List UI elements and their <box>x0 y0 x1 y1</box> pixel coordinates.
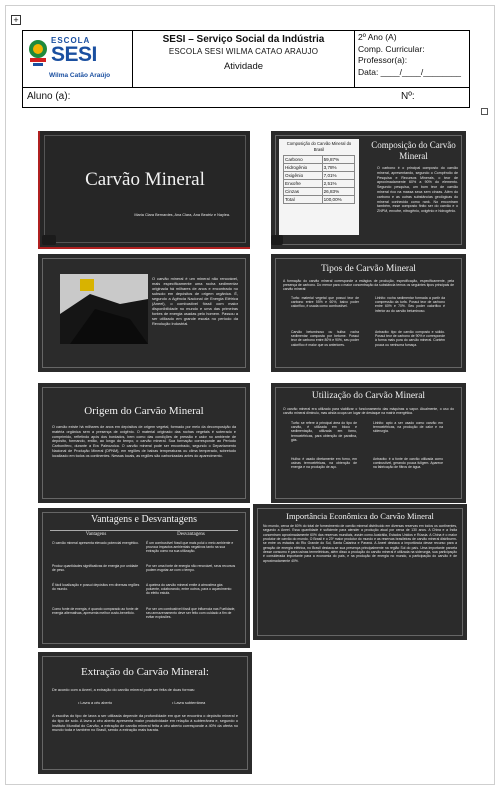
sesi-logo-icon <box>27 38 49 68</box>
comp-el: Total <box>284 196 323 204</box>
uses-antracito: Antracito: é a fonte de carvão utilizada como combustível, gerando pouca fuligem. Aparece na fabricação de filtros de água. <box>373 457 443 470</box>
slide-extraction <box>38 652 252 774</box>
slide-composition <box>271 131 466 249</box>
comp-val: 59,87% <box>322 156 354 164</box>
types-antracito: Antracito: tipo de carvão composto e sólido. Possui teor de carbono de 90% e corresponde à forma mais pura do carvão mineral. Contém pouca ou nenhuma fumaça. <box>375 330 445 347</box>
comp-el: Carbono <box>284 156 323 164</box>
slide-authors: Maria Clara Bernardes, Ana Clara, Ana Beatriz e Naylea. <box>134 213 230 217</box>
document-type: Atividade <box>223 61 264 72</box>
uses-intro: O carvão mineral era utilizado para viabilizar o funcionamento das máquinas a vapor. Atualmente, o uso do carvão mineral diminuiu, mas ainda ocupa um lugar de destaque na matriz energética. <box>283 407 454 416</box>
composition-title: Composição do Carvão Mineral <box>371 140 456 161</box>
con-item: É um combustível fóssil que mais polui o meio ambiente e provoca impactos ambientais negativos tanto na sua extração como na sua utilização. <box>146 541 234 554</box>
pro-item: Como fonte de energia, é quando comparado ao fonte de energia alternativas, apresenta melhor custo-benefício. <box>52 607 139 616</box>
table-resize-handle-icon[interactable] <box>481 108 488 115</box>
extraction-bullet-2: • Lavra subterrânea <box>172 701 206 705</box>
uses-hulha: Hulha: é usado diretamente em forno, em usinas termoelétricas, na obtenção de energia e na produção de aço. <box>291 457 357 470</box>
con-item: Por ser um combustível fóssil que influencia nas Fuelidade, seu armazenamento deve ser feito com cuidado a fim de evitar explosões. <box>146 607 236 620</box>
school-name: ESCOLA SESI WILMA CATAO ARAUJO <box>168 47 319 56</box>
logo-subtitle: Wilma Catão Araújo <box>49 72 111 79</box>
origin-text: O carvão existe há milhares de anos em depósitos de origem vegetal, formado por meio da decomposição da matéria orgânica sem a presença de oxigênio. O material originado das rochas vegetais é soterrado e comprimido, refletindo após dos bordados, bem como das condições de pressão e calor no ambiente de depósito, formando, então, ao longo do tempo, o carvão mineral. Sua formação corresponde ao Período Carbonífero, durante a Era Paleozoica. O carvão mineral pode ser encontrado, segundo o Departamento Nacional de Produção Mineral (DPNM), em regiões de baixas temperaturas ou clima temperado, sobretudo localizado em todos os continentes. Nessas locais, as regiões são carbonizadas antes do aparecimento. <box>52 425 236 458</box>
extraction-option-underground: Lavra subterrânea <box>174 701 206 705</box>
coal-pile-image <box>60 274 148 344</box>
pros-header: Vantagens <box>85 532 107 537</box>
grade-field[interactable]: 2º Ano (A) <box>358 32 397 42</box>
origin-title: Origem do Carvão Mineral <box>84 405 204 417</box>
types-title: Tipos de Carvão Mineral <box>321 264 416 274</box>
extraction-intro: De acordo com a Aneel, a extração do carvão mineral pode ser feita de duas formas: <box>52 688 195 692</box>
types-linhito: Linhito: rocha sedimentar formada a partir da compressão da turfa. Possui teor de carbono entre 60% e 70%. Seu poder calorífico é inferior ao do carvão betuminoso. <box>375 296 445 313</box>
comp-val: 7,01% <box>322 172 354 180</box>
logo-sesi-text: SESI <box>51 43 97 66</box>
comp-el: Cinzas <box>284 188 323 196</box>
slide-origin <box>38 383 250 503</box>
number-field[interactable]: Nº: <box>401 91 415 102</box>
extraction-text: A escolha do tipo de lavra a ser utilizada depende da profundidade em que se encontra o depósito mineral e do tipo de solo. A lavra a céu aberto apresenta maior produtividade em relação à subterrânea e, segundo o Instituto Mundial do Carvão, a extração de carvão mineral feita a céu aberto corresponde a 40% da oferta no mundo toda e também no Brasil, sendo a extração mais barata. <box>52 714 238 733</box>
header-center <box>133 31 355 87</box>
composition-table <box>279 139 359 235</box>
document-header-table <box>22 30 470 108</box>
slide-economic-importance <box>253 504 467 640</box>
comp-el: Hidrogênio <box>284 164 323 172</box>
student-field[interactable]: Aluno (a): <box>27 91 71 102</box>
table-move-handle-icon[interactable]: + <box>11 15 21 25</box>
slide-title <box>38 131 250 249</box>
cons-header: Desvantagens <box>177 532 205 537</box>
pro-item: É fácil localização e possui depósitos em diversas regiões do mundo. <box>52 583 140 592</box>
pro-item: Produz quantidades significativas de energia por unidade de peso. <box>52 564 139 573</box>
composition-table-title: Composição do Carvão Mineral do Brasil <box>286 141 352 152</box>
extraction-bullet-1: • Lavra a céu aberto <box>78 701 113 705</box>
uses-turfa: Turfa: se refere à principal área do tipo de carvão, é utilizada em bloco e sedimentação, utilizada em forno, termoelétricas, para obtenção de parafina, gás. <box>291 421 357 442</box>
comp-val: 2,51% <box>322 180 354 188</box>
composition-text: O carbono é o principal composto do carvão mineral, apresentando, segundo o Compêndio de Pesquisa e Recursos Minerais, o teor de aproximadamente 60% a 90% do elemento. Segundo pesquisa, um bom teor de carvão mineral rico na massa seca sem cinzas. Além do carbono e as outras substâncias geológicas do mineral conhecido como rank. No encontram também, esse composto finito ser do carvão e o ZNPM, enxofre, nitrogênio, oxigênio e hidrogênio. <box>377 166 458 214</box>
slide-types <box>271 254 466 372</box>
comp-val: 26,83% <box>322 188 354 196</box>
institution-name: SESI – Serviço Social da Indústria <box>162 34 325 45</box>
comp-val: 3,78% <box>322 164 354 172</box>
school-logo <box>23 31 133 87</box>
pros-cons-title: Vantagens e Desvantagens <box>90 514 198 525</box>
con-item: Por ser uma fonte de energia não renovável, seus recursos podem esgotar-se com o tempo. <box>146 564 236 573</box>
comp-el: Oxigênio <box>284 172 323 180</box>
economic-title: Importância Econômica do Carvão Mineral <box>286 511 434 521</box>
student-row <box>23 87 469 108</box>
slide-title-heading: Carvão Mineral <box>85 169 205 190</box>
extraction-option-open-pit: Lavra a céu aberto <box>80 701 113 705</box>
slide-pros-cons <box>38 508 250 648</box>
logo-escola-text: ESCOLA <box>51 36 91 45</box>
introduction-text: O carvão mineral é um mineral não renovável, mais especificamente uma rocha sedimentar originada há milhares de anos e encontrado no subsolo em depósitos de origem orgânica. É, segundo a Agência Nacional de Energia Elétrica (Aneel), o combustível fóssil com maior disponibilidade no mundo e uma das primeiras fontes de energia usadas pelo homem. Passou a ser utilizado em grande escala no período da Revolução Industrial. <box>152 276 238 326</box>
comp-el: Enxofre <box>284 180 323 188</box>
types-turfa: Turfa: material vegetal que possui teor de carbono entre 55% e 60%, baixo poder calorífico, é usada como combustível. <box>291 296 359 309</box>
slide-uses <box>271 383 466 503</box>
comp-val: 100,00% <box>322 196 354 204</box>
curricular-field[interactable]: Comp. Curricular: <box>358 43 425 54</box>
uses-title: Utilização do Carvão Mineral <box>311 391 426 401</box>
teacher-field[interactable]: Professor(a): <box>358 55 408 65</box>
types-intro: A formação do carvão mineral corresponde a estágios de produção, especificação, especificamente, pela presença de carbono. Do menor para o maior concentração da substância temos os seguintes tipos principais de carvão mineral: <box>283 279 454 292</box>
pro-item: O carvão mineral apresenta elevado potencial energético. <box>52 541 139 545</box>
types-hulha: Carvão betuminoso ou hulha: rocha sedimentar composta por betume. Possui teor de carbono entre 80% e 90%, seu poder calorífico é maior que os anteriores. <box>291 330 359 347</box>
economic-text: No mundo, cerca de 60% do total de fornecimento de carvão mineral distribuído em diversas reservas em todos os continentes, segundo a Aneel. Essa quantidade é suficiente para atender a produção atual por cerca de 130 anos. A China e a Índia concentram aproximadamente 60% das reservas mundiais, assim como Austrália, Estados Unidos e Rússia. A China é o maior produtor de carvão do mundo. O Brasil é o 23º maior produtor do mundo e as reservas brasileiras de carvão mineral distribuem-se entre os estados do Rio Grande do Sul, Santa Catarina e Paraná. A Aneel destaca a importância desse recurso para a geração de energia elétrica, no Brasil destaca-se sua presença principalmente na região Sul do país. Uma importante parcela desse consumo é para usinas termelétricas, além disso a produção do carvão mineral é utilizada na siderurgia, sua participação é considerada importante para a economia do país, e na produção de energia no mundo, a participação do carvão é de aproximadamente 40%. <box>263 524 457 563</box>
slide-introduction <box>38 254 250 372</box>
header-fields <box>355 31 471 87</box>
date-field[interactable]: Data: ____/____/________ <box>358 66 462 77</box>
con-item: A queima do carvão mineral emite à atmosfera gás poluente, colaborando, entre outros, para o aquecimento do efeito estufa. <box>146 583 232 596</box>
uses-linhito: Linhito: apto a ser usado como carvão em termoelétricas, na produção de calor e na siderurgia. <box>373 421 443 434</box>
extraction-title: Extração do Carvão Mineral: <box>81 666 209 678</box>
